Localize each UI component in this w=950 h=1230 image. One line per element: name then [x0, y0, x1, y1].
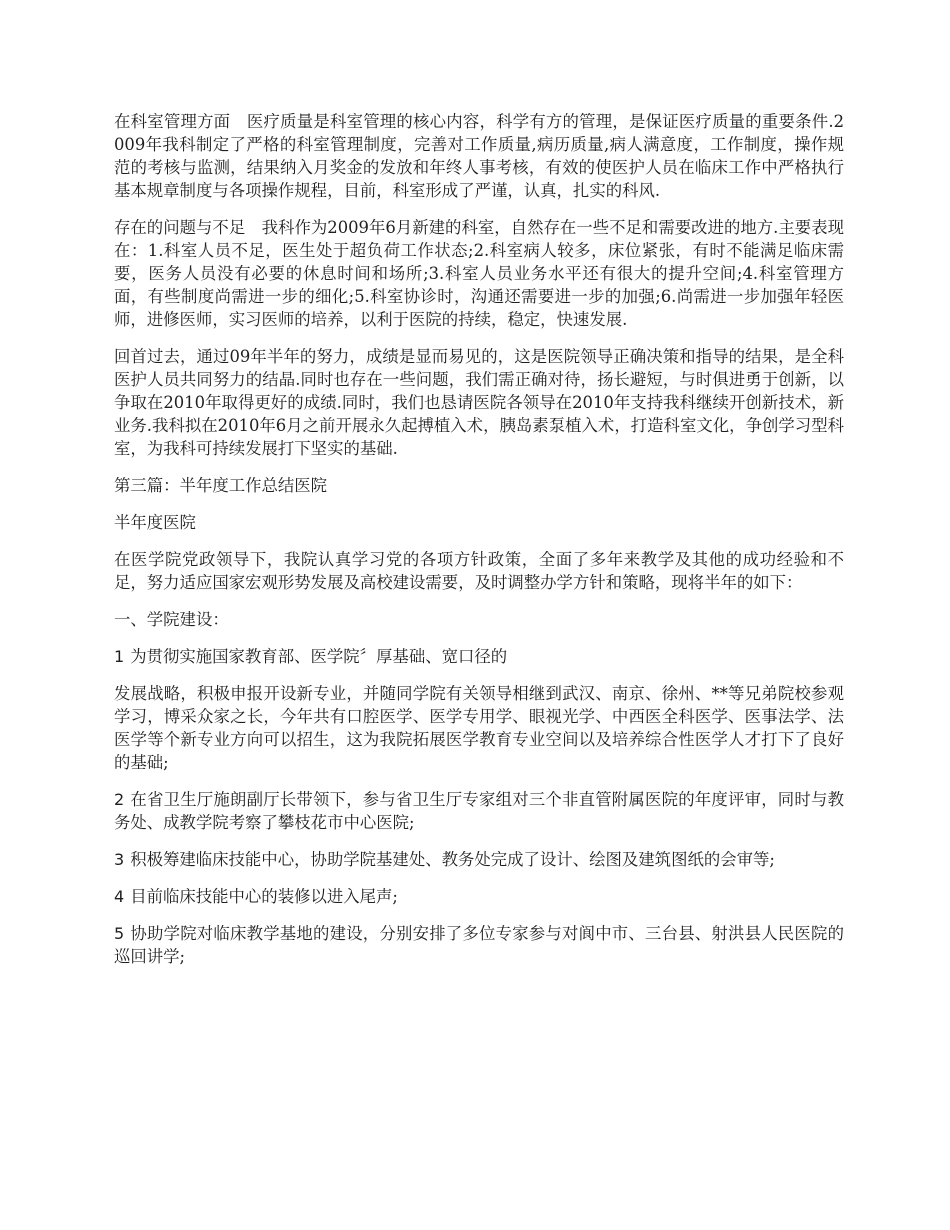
paragraph-problems: 存在的问题与不足 我科作为2009年6月新建的科室，自然存在一些不足和需要改进的地方.主要表现在：1.科室人员不足，医生处于超负荷工作状态;2.科室病人较多，床位紧张，有时不能满足临床需要，医务人员没有必要的休息时间和场所;3.科室人员业务水平还有很大的提升空间;4.科室管理方面，有些制度尚需进一步的细化;5.科室协诊时，沟通还需要进一步的加强;6.尚需进一步加强年轻医师，进修医师，实习医师的培养，以利于医院的持续，稳定，快速发展.	[114, 218, 844, 329]
item-text: 积极筹建临床技能中心，协助学院基建处、教务处完成了设计、绘图及建筑图纸的会审等;	[130, 850, 775, 869]
item-number: 3	[114, 850, 125, 869]
item-text: 协助学院对临床教学基地的建设，分别安排了多位专家参与对阆中市、三台县、射洪县人民医院的巡回讲学;	[114, 924, 844, 966]
item-number: 2	[114, 790, 125, 809]
document-page	[114, 110, 844, 982]
numbered-item-1	[114, 645, 844, 668]
numbered-item-3	[114, 848, 844, 871]
numbered-item-4	[114, 885, 844, 908]
heading-college-construction: 一、学院建设：	[114, 610, 229, 629]
numbered-item-5	[114, 922, 844, 968]
numbered-item-2	[114, 788, 844, 834]
item-text: 在省卫生厅施朗副厅长带领下，参与省卫生厅专家组对三个非直管附属医院的年度评审，同时与教务处、成教学院考察了攀枝花市中心医院;	[114, 790, 844, 832]
paragraph-strategy: 发展战略，积极申报开设新专业，并随同学院有关领导相继到武汉、南京、徐州、**等兄弟院校参观学习，博采众家之长，今年共有口腔医学、医学专用学、眼视光学、中西医全科医学、医事法学、法医学等个新专业方向可以招生，这为我院拓展医学教育专业空间以及培养综合性医学人才打下了良好的基础;	[114, 684, 844, 772]
item-number: 1	[114, 647, 125, 666]
subtitle: 半年度医院	[114, 513, 196, 532]
paragraph-management: 在科室管理方面 医疗质量是科室管理的核心内容，科学有方的管理，是保证医疗质量的重要条件.2009年我科制定了严格的科室管理制度，完善对工作质量,病历质量,病人满意度，工作制度，操作规范的考核与监测，结果纳入月奖金的发放和年终人事考核，有效的使医护人员在临床工作中严格执行基本规章制度与各项操作规程，目前，科室形成了严谨，认真，扎实的科风.	[114, 112, 844, 200]
section-title: 第三篇：半年度工作总结医院	[114, 476, 328, 495]
paragraph-intro: 在医学院党政领导下，我院认真学习党的各项方针政策，全面了多年来教学及其他的成功经验和不足，努力适应国家宏观形势发展及高校建设需要，及时调整办学方针和策略，现将半年的如下：	[114, 550, 844, 592]
item-text: 为贯彻实施国家教育部、医学院〞厚基础、宽口径的	[130, 647, 508, 666]
paragraph-review: 回首过去，通过09年半年的努力，成绩是显而易见的，这是医院领导正确决策和指导的结果，是全科医护人员共同努力的结晶.同时也存在一些问题，我们需正确对待，扬长避短，与时俱进勇于创新，以争取在2010年取得更好的成绩.同时，我们也恳请医院各领导在2010年支持我科继续开创新技术，新业务.我科拟在2010年6月之前开展永久起搏植入术，胰岛素泵植入术，打造科室文化，争创学习型科室，为我科可持续发展打下坚实的基础.	[114, 347, 844, 458]
item-number: 5	[114, 924, 125, 943]
item-text: 目前临床技能中心的装修以进入尾声;	[130, 887, 398, 906]
item-number: 4	[114, 887, 125, 906]
